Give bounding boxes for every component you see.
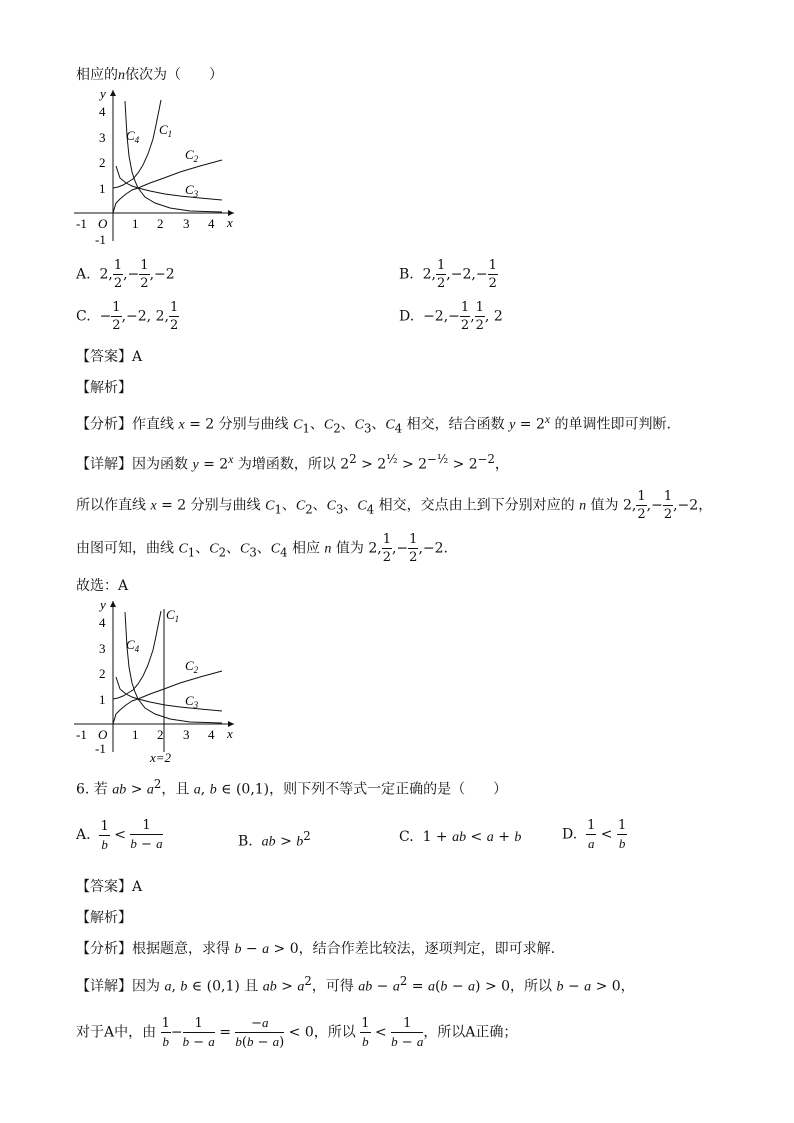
q5-option-b[interactable]: B. 2, $\frac{1}{2}$ ,−2,− $\frac{1}{2}$	[399, 258, 497, 291]
q6-option-c[interactable]: C. 1 + ab < a + b	[399, 829, 522, 845]
q6-line2: 对于A中，由 $\frac{1}{b}$ − $\frac{1}{b - a}$ = $\frac{-a}{b(b - a)}$ < 0，所以 $\frac{1}{b}$ < $\frac{1}{b - a}$ ，所以A正确；	[76, 1015, 518, 1050]
q6-option-d[interactable]: D. $\frac{1}{a}$ < $\frac{1}{b}$	[562, 818, 627, 851]
svg-text:C1: $C_1$	[166, 607, 180, 624]
svg-text:O: O	[98, 727, 108, 742]
q5-choose: 故选：A	[76, 578, 129, 594]
svg-text:1: 1	[99, 181, 106, 196]
svg-text:2: 2	[99, 666, 106, 681]
curve-c2	[113, 160, 222, 213]
svg-text:4: 4	[208, 216, 215, 231]
svg-text:x: x	[227, 726, 233, 741]
svg-text:1: 1	[132, 216, 139, 231]
q6-fenxi: 【分析】根据题意，求得 b − a > 0，结合作差比较法，逐项判定，即可求解.	[76, 941, 556, 957]
q5-answer: 【答案】A	[76, 349, 143, 365]
x-axis-label: x	[227, 215, 233, 230]
q5-option-c[interactable]: C. − $\frac{1}{2}$ ,−2, 2, $\frac{1}{2}$	[76, 300, 179, 333]
curve-label-c4: $C_4$	[126, 128, 140, 145]
svg-text:3: 3	[183, 727, 190, 742]
q5-line3: 由图可知，曲线 $C_1$、$C_2$、$C_3$、$C_4$ 相应 n 值为 2, $\frac{1}{2}$ ,− $\frac{1}{2}$ ,−2.	[76, 532, 448, 565]
svg-text:-1: -1	[76, 727, 87, 742]
q6-answer: 【答案】A	[76, 879, 143, 895]
origin-label: O	[98, 216, 108, 231]
q5-fenxi: 【分析】作直线 x = 2 分别与曲线 $C_1$、$C_2$、$C_3$、$C_4$ 相交，结合函数 $y = 2^x$ 的单调性即可判断.	[76, 413, 671, 436]
svg-text:C2: $C_2$	[185, 658, 199, 675]
exp-graph-2	[70, 597, 245, 767]
svg-text:C4: $C_4$	[126, 637, 140, 654]
q5-option-a[interactable]: A. 2, $\frac{1}{2}$ ,− $\frac{1}{2}$ ,−2	[76, 258, 175, 291]
y-axis-label: y	[100, 86, 106, 101]
svg-text:1: 1	[132, 727, 139, 742]
q6-xiangjie: 【详解】因为 a, b ∈ (0,1) 且 ab > $a^2$，可得 ab − $a^2 = a(b - a) > 0$，所以 b − a > 0，	[76, 974, 635, 995]
svg-text:-1: -1	[76, 216, 87, 231]
svg-text:4: 4	[99, 104, 106, 119]
q5-xiangjie: 【详解】因为函数 $y = 2^x$ 为增函数，所以 $2^2 > 2^{\frac{1}{2}} > 2^{-\frac{1}{2}} > 2^{-2}$，	[76, 452, 509, 473]
q5-analysis-heading: 【解析】	[76, 380, 132, 396]
curve-label-c2: $C_2$	[185, 147, 199, 164]
svg-text:1: 1	[99, 692, 106, 707]
svg-text:2: 2	[99, 155, 106, 170]
q5-option-d[interactable]: D. −2,− $\frac{1}{2}$ , $\frac{1}{2}$ , 2	[399, 300, 503, 333]
svg-text:3: 3	[99, 641, 106, 656]
q5-stem: 相应的n依次为（ ）	[76, 67, 223, 83]
svg-text:4: 4	[99, 615, 106, 630]
svg-text:3: 3	[99, 130, 106, 145]
svg-text:2: 2	[157, 727, 164, 742]
svg-text:2: 2	[157, 216, 164, 231]
svg-text:y: y	[100, 597, 106, 612]
vline-label: x=2	[150, 750, 172, 765]
svg-text:-1: -1	[95, 232, 106, 247]
curve-label-c1: $C_1$	[159, 122, 173, 139]
q5-line2: 所以作直线 x = 2 分别与曲线 $C_1$、$C_2$、$C_3$、$C_4$ 相交，交点由上到下分别对应的 n 值为 2, $\frac{1}{2}$ ,− $\frac{1}{2}$ ,−2，	[76, 489, 713, 522]
svg-text:-1: -1	[95, 741, 106, 756]
svg-text:3: 3	[183, 216, 190, 231]
exp-graph-1	[70, 86, 245, 250]
q6-option-a[interactable]: A. $\frac{1}{b}$ < $\frac{1}{b - a}$	[76, 818, 163, 852]
svg-text:4: 4	[208, 727, 215, 742]
q6-option-b[interactable]: B. ab > $b^2$	[238, 829, 311, 850]
curve-label-c3: $C_3$	[185, 182, 199, 199]
q6-stem: 6. 若 ab > $a^2$，且 a, b ∈ (0,1)，则下列不等式一定正确的是（ ）	[76, 777, 508, 798]
svg-text:C3: $C_3$	[185, 693, 199, 710]
q6-analysis-heading: 【解析】	[76, 910, 132, 926]
